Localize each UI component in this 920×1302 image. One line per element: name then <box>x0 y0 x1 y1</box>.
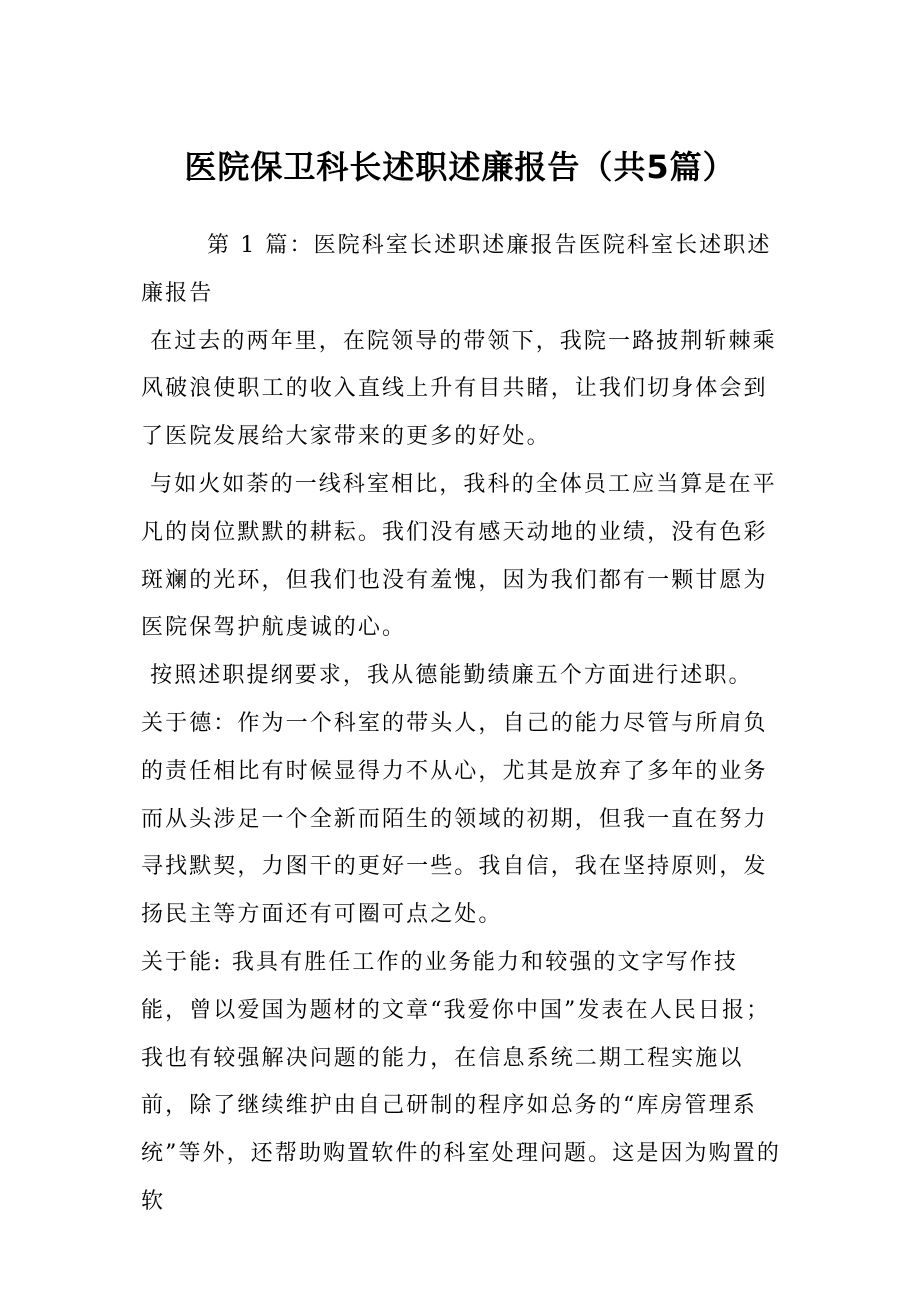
document-body <box>141 222 786 1226</box>
paragraph-outline: 按照述职提纲要求，我从德能勤绩廉五个方面进行述职。 <box>141 663 753 689</box>
paragraph-morality: 关于德：作为一个科室的带头人，自己的能力尽管与所肩负的责任相比有时候显得力不从心，尤其是放弃了多年的业务而从头涉足一个全新而陌生的领域的初期，但我一直在努力寻找默契，力图干的更好一些。我自信，我在坚持原则，发扬民主等方面还有可圈可点之处。 <box>141 710 768 928</box>
paragraph-intro: 在过去的两年里，在院领导的带领下，我院一路披荆斩棘乘风破浪使职工的收入直线上升有目共睹，让我们切身体会到了医院发展给大家带来的更多的好处。 <box>141 328 777 450</box>
paragraph-chapter-heading: 第 1 篇：医院科室长述职述廉报告医院科室长述职述廉报告 <box>141 233 772 306</box>
paragraph-department: 与如火如荼的一线科室相比，我科的全体员工应当算是在平凡的岗位默默的耕耘。我们没有感天动地的业绩，没有色彩斑斓的光环，但我们也没有羞愧，因为我们都有一颗甘愿为医院保驾护航虔诚的心。 <box>141 471 777 641</box>
paragraph-ability: 关于能: 我具有胜任工作的业务能力和较强的文字写作技能，曾以爱国为题材的文章“我爱你中国”发表在人民日报；我也有较强解决问题的能力，在信息系统二期工程实施以前，除了继续维护由自己研制的程序如总务的“库房管理系统”等外，还帮助购置软件的科室处理问题。这是因为购置的软 <box>141 949 781 1214</box>
document-title: 医院保卫科长述职述廉报告（共5篇） <box>184 148 736 186</box>
